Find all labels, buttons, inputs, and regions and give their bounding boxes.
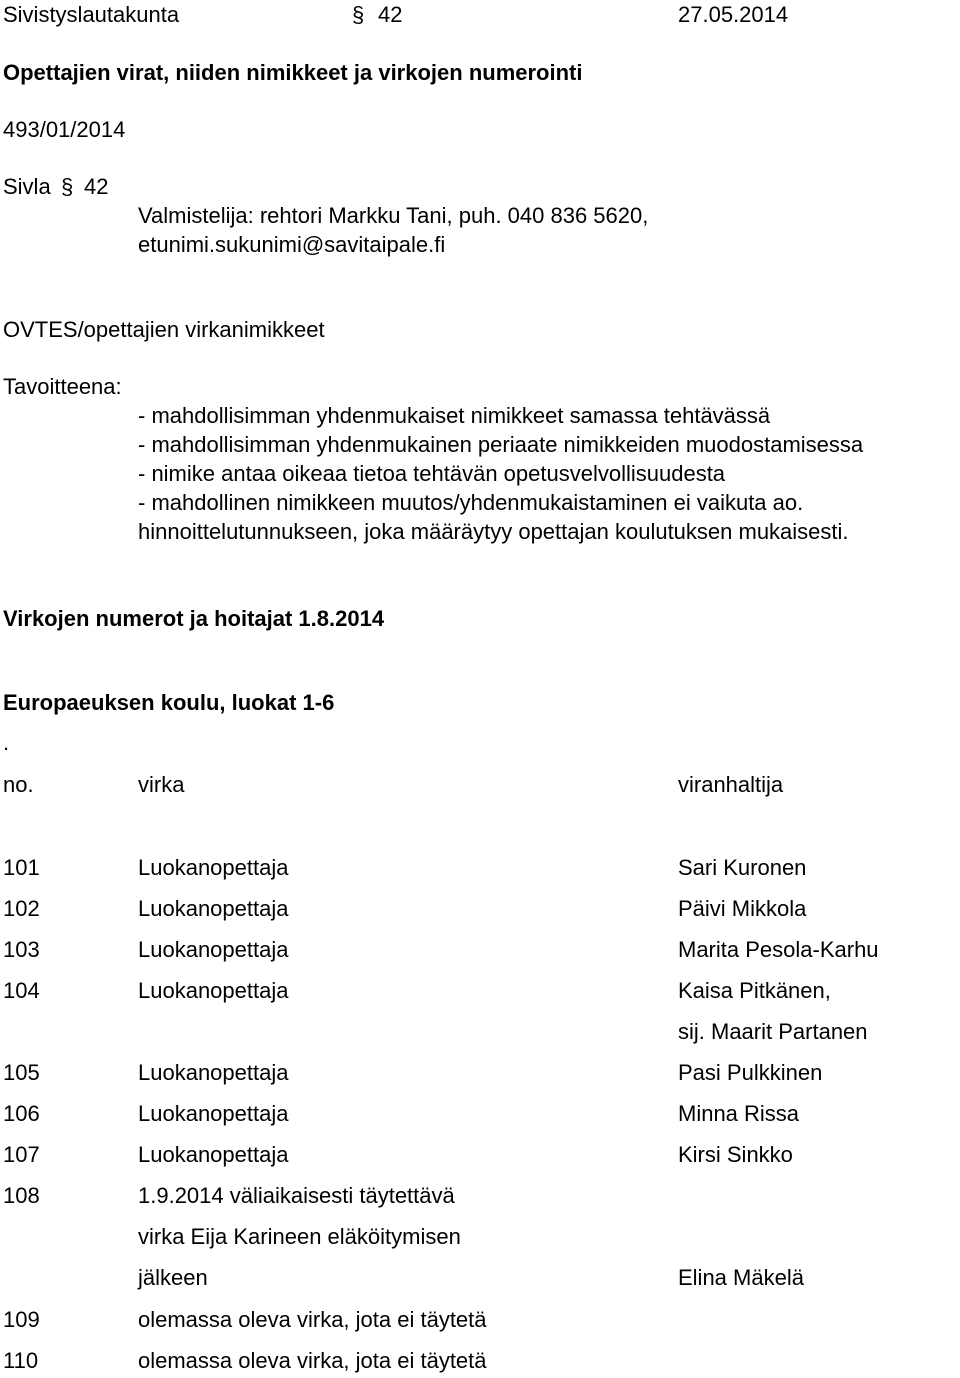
row-position: olemassa oleva virka, jota ei täytetä [138, 1307, 487, 1332]
goals-label: Tavoitteena: [3, 374, 122, 399]
row-holder: Kaisa Pitkänen, [678, 978, 831, 1003]
row-position: Luokanopettaja [138, 896, 289, 921]
goal-line: hinnoittelutunnukseen, joka määräytyy opettajan koulutuksen mukaisesti. [138, 519, 849, 544]
row-holder: Päivi Mikkola [678, 896, 807, 921]
row-position: Luokanopettaja [138, 937, 289, 962]
row-holder: Elina Mäkelä [678, 1265, 804, 1290]
row-position: Luokanopettaja [138, 1060, 289, 1085]
sivla-number: 42 [84, 174, 109, 199]
preparer-line-1: Valmistelija: rehtori Markku Tani, puh. 040 836 5620, [138, 203, 649, 228]
row-number: 102 [3, 896, 40, 921]
column-header-no: no. [3, 772, 34, 797]
preparer-email: etunimi.sukunimi@savitaipale.fi [138, 232, 446, 257]
goal-line: - nimike antaa oikeaa tietoa tehtävän opetusvelvollisuudesta [138, 461, 726, 486]
row-position: virka Eija Karineen eläköitymisen [138, 1224, 461, 1249]
document-title: Opettajien virat, niiden nimikkeet ja virkojen numerointi [3, 60, 583, 85]
row-holder: Pasi Pulkkinen [678, 1060, 823, 1085]
row-position: olemassa oleva virka, jota ei täytetä [138, 1348, 487, 1373]
separator-dot: . [3, 730, 10, 755]
row-holder: Sari Kuronen [678, 855, 807, 880]
row-number: 105 [3, 1060, 40, 1085]
section-number: 42 [378, 2, 403, 27]
goal-line: - mahdollisimman yhdenmukaiset nimikkeet samassa tehtävässä [138, 403, 771, 428]
goal-line: - mahdollinen nimikkeen muutos/yhdenmukaistaminen ei vaikuta ao. [138, 490, 804, 515]
row-number: 108 [3, 1183, 40, 1208]
row-number: 106 [3, 1101, 40, 1126]
goal-line: - mahdollisimman yhdenmukainen periaate nimikkeiden muodostamisessa [138, 432, 864, 457]
sivla-label: Sivla [3, 174, 51, 199]
section-mark: § [352, 2, 365, 27]
row-number: 110 [3, 1348, 39, 1373]
meeting-date: 27.05.2014 [678, 2, 789, 27]
row-position: Luokanopettaja [138, 1142, 289, 1167]
row-number: 103 [3, 937, 40, 962]
row-holder: sij. Maarit Partanen [678, 1019, 868, 1044]
reference-number: 493/01/2014 [3, 117, 126, 142]
row-holder: Marita Pesola-Karhu [678, 937, 879, 962]
row-holder: Minna Rissa [678, 1101, 800, 1126]
column-header-holder: viranhaltija [678, 772, 784, 797]
row-number: 101 [3, 855, 40, 880]
row-position: Luokanopettaja [138, 978, 289, 1003]
sivla-section-mark: § [61, 174, 74, 199]
column-header-virka: virka [138, 772, 185, 797]
row-holder: Kirsi Sinkko [678, 1142, 793, 1167]
row-position: Luokanopettaja [138, 1101, 289, 1126]
committee-name: Sivistyslautakunta [3, 2, 180, 27]
row-number: 107 [3, 1142, 40, 1167]
row-position: jälkeen [138, 1265, 208, 1290]
row-position: Luokanopettaja [138, 855, 289, 880]
ovtes-heading: OVTES/opettajien virkanimikkeet [3, 317, 325, 342]
positions-heading: Virkojen numerot ja hoitajat 1.8.2014 [3, 606, 385, 631]
row-number: 109 [3, 1307, 40, 1332]
school-heading: Europaeuksen koulu, luokat 1-6 [3, 690, 335, 715]
row-position: 1.9.2014 väliaikaisesti täytettävä [138, 1183, 455, 1208]
row-number: 104 [3, 978, 40, 1003]
